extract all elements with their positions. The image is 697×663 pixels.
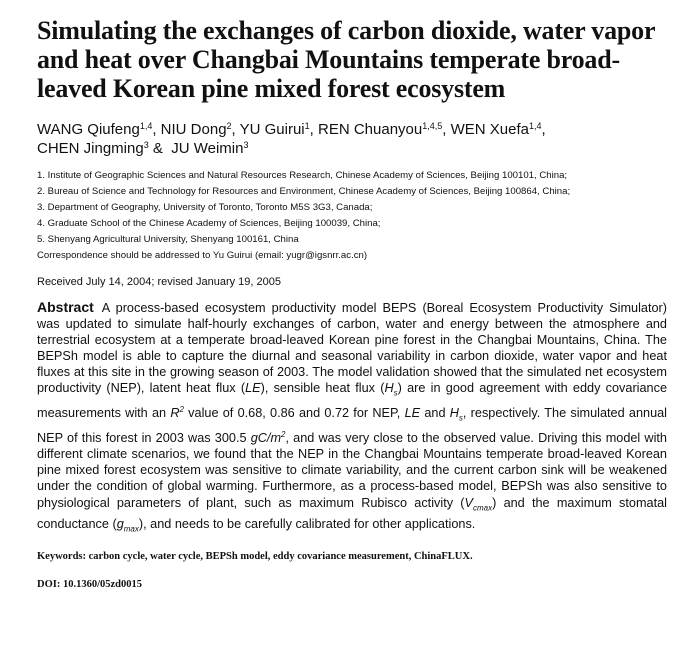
affiliation-item: 3. Department of Geography, University of Toronto, Toronto M5S 3G3, Canada; [37, 202, 373, 213]
affiliation-item: 1. Institute of Geographic Sciences and Natural Resources Research, Chinese Academy of Sciences, Beijing 100101, China; [37, 170, 568, 181]
author: WANG Qiufeng$^{1,4}$, [37, 121, 161, 138]
abstract-paragraph: Abstract A process-based ecosystem productivity model BEPS (Boreal Ecosystem Productivity Simulator) was updated to simulate half-hourly exchanges of carbon, water and energy between the atmosphere and terrestrial ecosystem at a temperate broad-leaved Korean pine forest in the Changbai Mountains, China. The BEPSh model is able to capture the diurnal and seasonal variability in carbon dioxide, water vapor and heat fluxes at this site in the growing season of 2003. The model validation showed that the simulated net ecosystem productivity (NEP), latent heat flux (LE), sensible heat flux $(H_s)$ are in good agreement with eddy covariance measurements with an $R^2$ value of 0.68, 0.86 and 0.72 for NEP, LE and $H_s$, respectively. The simulated annual NEP of this forest in 2003 was 300.5 $gC/m^2$, and was very close to the observed value. Driving this model with different climate scenarios, we found that the NEP in the Changbai Mountains temperate broad-leaved Korean pine mixed forest ecosystem was sensitive to climate variability, and the current carbon sink will be weakened under the condition of global warming. Furthermore, as a process-based model, BEPSh was also sensitive to physiological parameters of plant, such as maximum Rubisco activity $(V_{cmax})$ and the maximum stomatal conductance $(g_{max})$, and needs to be carefully calibrated for other applications. [37, 299, 668, 534]
author: NIU Dong$^2$, [160, 121, 240, 138]
received-dates: Received July 14, 2004; revised January 19, 2005 [37, 276, 281, 288]
author: WEN Xuefa$^{1,4}$, [450, 121, 546, 138]
affiliation-item: 5. Shenyang Agricultural University, Shenyang 100161, China [37, 234, 299, 245]
author: CHEN Jingming$^3$ & [37, 140, 168, 157]
affiliation-item: 4. Graduate School of the Chinese Academy of Sciences, Beijing 100039, China; [37, 218, 381, 229]
author: REN Chuanyou$^{1,4,5}$, [318, 121, 451, 138]
doi: DOI: 10.1360/05zd0015 [37, 578, 142, 590]
affiliation-list [37, 168, 667, 264]
author: YU Guirui$^1$, [239, 121, 319, 138]
abstract-heading: Abstract [37, 299, 94, 315]
author-list [37, 120, 667, 158]
affiliation-item: 2. Bureau of Science and Technology for Resources and Environment, Chinese Academy of Sciences, Beijing 100864, China; [37, 186, 571, 197]
keywords: Keywords: carbon cycle, water cycle, BEPSh model, eddy covariance measurement, ChinaFLUX. [37, 550, 473, 562]
author: JU Weimin$^3$ [171, 140, 249, 157]
correspondence-note: Correspondence should be addressed to Yu Guirui (email: yugr@igsnrr.ac.cn) [37, 250, 368, 261]
paper-title: Simulating the exchanges of carbon dioxide, water vapor and heat over Changbai Mountains temperate broad-leaved Korean pine mixed forest ecosystem [37, 16, 655, 103]
